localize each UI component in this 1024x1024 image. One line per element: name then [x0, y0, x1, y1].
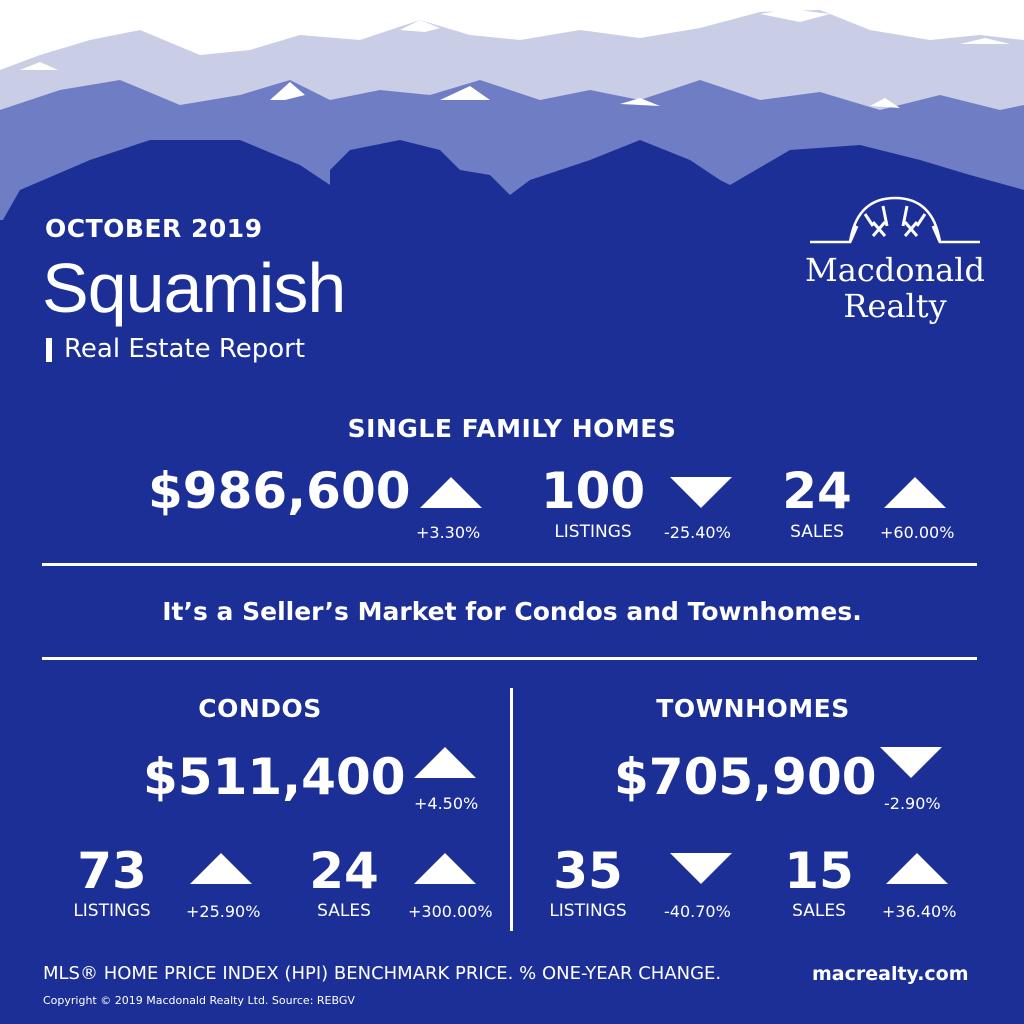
- townhomes-listings-change: -40.70%: [664, 902, 731, 921]
- single-family-price-change: +3.30%: [416, 523, 481, 542]
- townhomes-listings-label: LISTINGS: [549, 901, 627, 921]
- townhomes-sales: 15: [784, 842, 854, 900]
- condos-listings-up-arrow-icon: [190, 853, 252, 884]
- copyright-text: Copyright © 2019 Macdonald Realty Ltd. Source: REBGV: [43, 994, 355, 1007]
- report-subtitle: Real Estate Report: [64, 334, 306, 364]
- section-divider-top: [42, 563, 977, 566]
- report-label-bar: [46, 338, 52, 362]
- column-divider: [510, 688, 513, 931]
- single-family-listings: 100: [540, 462, 646, 520]
- townhomes-price: $705,900: [614, 748, 877, 806]
- single-family-listings-change: -25.40%: [664, 523, 731, 542]
- condos-sales-label: SALES: [317, 901, 371, 921]
- condos-listings: 73: [77, 842, 147, 900]
- condos-listings-label: LISTINGS: [73, 901, 151, 921]
- townhomes-sales-label: SALES: [792, 901, 846, 921]
- condos-title: CONDOS: [198, 694, 322, 723]
- footer-note: MLS® HOME PRICE INDEX (HPI) BENCHMARK PRICE. % ONE-YEAR CHANGE.: [43, 963, 722, 984]
- condos-price-change: +4.50%: [414, 794, 479, 813]
- section-divider-bottom: [42, 657, 977, 660]
- townhomes-price-down-arrow-icon: [880, 747, 942, 778]
- condos-sales-up-arrow-icon: [414, 853, 476, 884]
- townhomes-sales-up-arrow-icon: [886, 853, 948, 884]
- brand-name-line2: Realty: [843, 287, 947, 325]
- townhomes-listings: 35: [553, 842, 623, 900]
- townhomes-sales-change: +36.40%: [882, 902, 957, 921]
- condos-sales-change: +300.00%: [408, 902, 493, 921]
- brand-name: [805, 252, 985, 324]
- condos-sales: 24: [309, 842, 379, 900]
- single-family-price-up-arrow-icon: [420, 477, 482, 508]
- townhomes-title: TOWNHOMES: [656, 694, 850, 723]
- townhomes-price-change: -2.90%: [884, 794, 941, 813]
- city-title: Squamish: [42, 249, 346, 327]
- market-message: It’s a Seller’s Market for Condos and Townhomes.: [162, 597, 862, 626]
- townhomes-listings-down-arrow-icon: [670, 853, 732, 884]
- brand-name-line1: Macdonald: [805, 251, 985, 289]
- single-family-price: $986,600: [148, 462, 411, 520]
- single-family-sales-label: SALES: [790, 522, 844, 542]
- single-family-listings-label: LISTINGS: [554, 522, 632, 542]
- condos-price: $511,400: [143, 748, 406, 806]
- website-link[interactable]: macrealty.com: [812, 963, 969, 985]
- single-family-sales-up-arrow-icon: [884, 477, 946, 508]
- single-family-listings-down-arrow-icon: [670, 477, 732, 508]
- condos-listings-change: +25.90%: [186, 902, 261, 921]
- report-month: OCTOBER 2019: [45, 214, 263, 243]
- condos-price-up-arrow-icon: [414, 747, 476, 778]
- single-family-sales: 24: [782, 462, 852, 520]
- single-family-title: SINGLE FAMILY HOMES: [347, 414, 677, 443]
- single-family-sales-change: +60.00%: [880, 523, 955, 542]
